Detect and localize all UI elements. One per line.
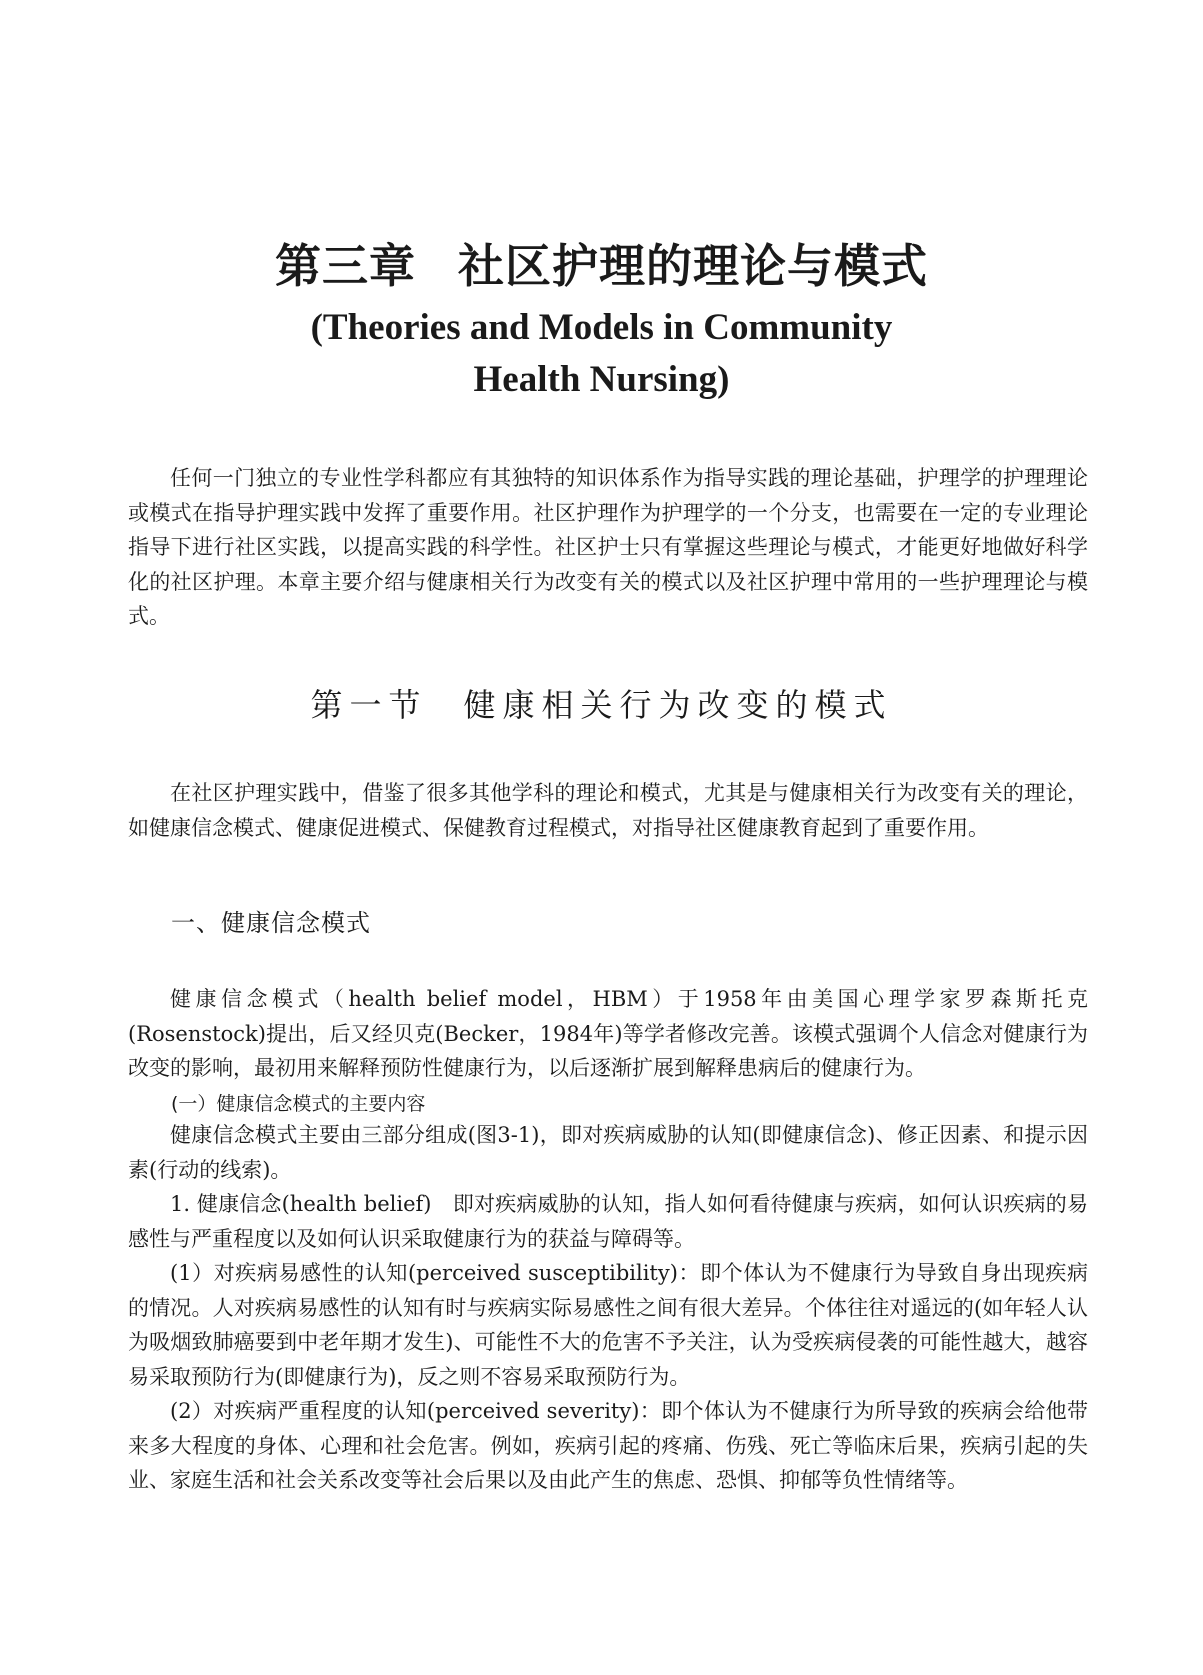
chapter-english-subtitle [0, 302, 1203, 406]
body-paragraph: (2）对疾病严重程度的认知(perceived severity)：即个体认为不健康行为所导致的疾病会给他带来多大程度的身体、心理和社会危害。例如，疾病引起的疼痛、伤残、死亡等临床后果，疾病引起的失业、家庭生活和社会关系改变等社会后果以及由此产生的焦虑、恐惧、抑郁等负性情绪等。 [128, 1399, 1088, 1492]
chapter-subtitle-line-1: (Theories and Models in Community [310, 307, 893, 348]
section-paragraph: 在社区护理实践中，借鉴了很多其他学科的理论和模式，尤其是与健康相关行为改变有关的理论，如健康信念模式、健康促进模式、保健教育过程模式，对指导社区健康教育起到了重要作用。 [128, 781, 1088, 840]
intro-paragraph: 任何一门独立的专业性学科都应有其独特的知识体系作为指导实践的理论基础，护理学的护理理论或模式在指导护理实践中发挥了重要作用。社区护理作为护理学的一个分支，也需要在一定的专业理论指导下进行社区实践，以提高实践的科学性。社区护士只有掌握这些理论与模式，才能更好地做好科学化的社区护理。本章主要介绍与健康相关行为改变有关的模式以及社区护理中常用的一些护理理论与模式。 [128, 466, 1088, 628]
section-title-text: 健康相关行为改变的模式 [463, 686, 893, 724]
chapter-number: 第三章 [275, 239, 416, 293]
section-number: 第一节 [310, 686, 428, 724]
chapter-title [0, 238, 1203, 294]
section-title [0, 682, 1203, 728]
body-paragraphs [128, 1118, 1088, 1498]
subsection-paragraph: 健康信念模式（health belief model，HBM）于1958年由美国心理学家罗森斯托克(Rosenstock)提出，后又经贝克(Becker，1984年)等学者修改完善。该模式强调个人信念对健康行为改变的影响，最初用来解释预防性健康行为，以后逐渐扩展到解释患病后的健康行为。 [128, 987, 1088, 1080]
body-paragraph: 健康信念模式主要由三部分组成(图3-1)，即对疾病威胁的认知(即健康信念)、修正因素、和提示因素(行动的线索)。 [128, 1123, 1088, 1182]
body-paragraph: 1. 健康信念(health belief) 即对疾病威胁的认知，指人如何看待健康与疾病，如何认识疾病的易感性与严重程度以及如何认识采取健康行为的获益与障碍等。 [128, 1192, 1088, 1251]
chapter-subtitle-line-2: Health Nursing) [473, 359, 730, 400]
body-paragraph: (1）对疾病易感性的认知(perceived susceptibility)：即个体认为不健康行为导致自身出现疾病的情况。人对疾病易感性的认知有时与疾病实际易感性之间有很大差异。个体往往对遥远的(如年轻人认为吸烟致肺癌要到中老年期才发生)、可能性不大的危害不予关注，认为受疾病侵袭的可能性越大，越容易采取预防行为(即健康行为)，反之则不容易采取预防行为。 [128, 1261, 1088, 1389]
chapter-title-text: 社区护理的理论与模式 [458, 239, 928, 293]
subsubsection-title: (一）健康信念模式的主要内容 [171, 1093, 426, 1115]
subsection-title: 一、健康信念模式 [171, 909, 371, 937]
